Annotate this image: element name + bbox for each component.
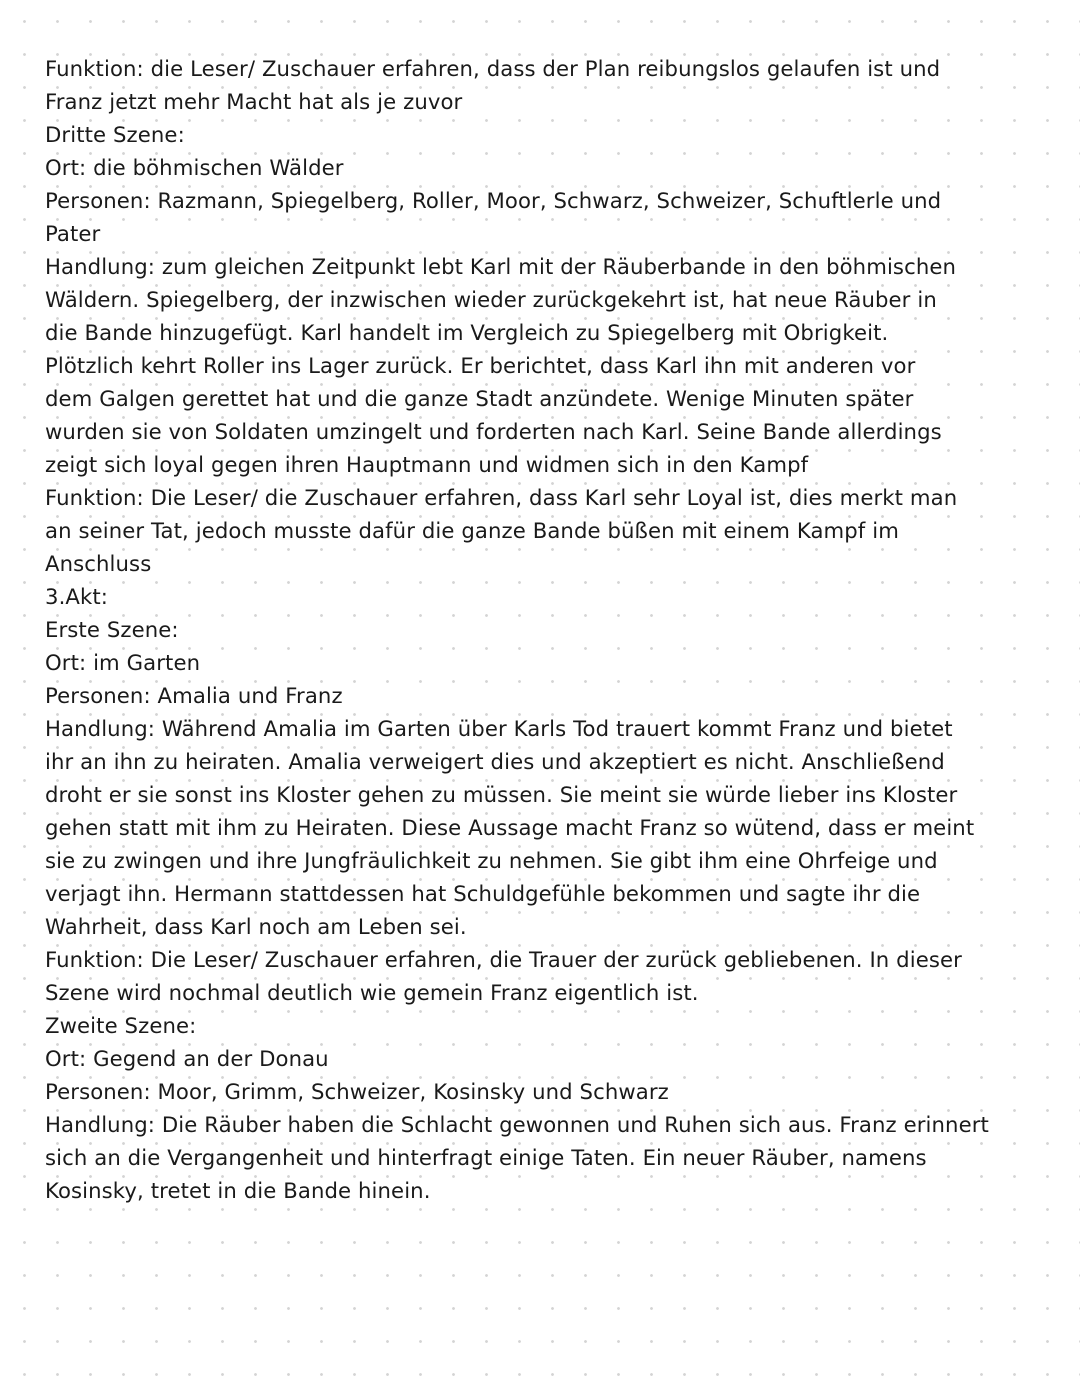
text-line: Personen: Amalia und Franz	[45, 683, 343, 708]
text-line: Ort: im Garten	[45, 650, 201, 675]
text-line: Erste Szene:	[45, 617, 179, 642]
text-line: ihr an ihn zu heiraten. Amalia verweigert dies und akzeptiert es nicht. Anschließend	[45, 749, 945, 774]
text-line: 3.Akt:	[45, 584, 109, 609]
text-line: Funktion: die Leser/ Zuschauer erfahren, dass der Plan reibungslos gelaufen ist und	[45, 56, 941, 81]
text-line: Personen: Moor, Grimm, Schweizer, Kosinsky und Schwarz	[45, 1079, 669, 1104]
text-line: Ort: Gegend an der Donau	[45, 1046, 329, 1071]
text-line: Zweite Szene:	[45, 1013, 197, 1038]
text-line: Handlung: Die Räuber haben die Schlacht gewonnen und Ruhen sich aus. Franz erinnert	[45, 1112, 989, 1137]
text-line: Anschluss	[45, 551, 152, 576]
text-line: Wahrheit, dass Karl noch am Leben sei.	[45, 914, 467, 939]
text-line: gehen statt mit ihm zu Heiraten. Diese Aussage macht Franz so wütend, dass er meint	[45, 815, 975, 840]
text-line: dem Galgen gerettet hat und die ganze Stadt anzündete. Wenige Minuten später	[45, 386, 914, 411]
text-line: Szene wird nochmal deutlich wie gemein Franz eigentlich ist.	[45, 980, 699, 1005]
text-line: verjagt ihn. Hermann stattdessen hat Schuldgefühle bekommen und sagte ihr die	[45, 881, 921, 906]
text-line: Pater	[45, 221, 101, 246]
text-line: Funktion: Die Leser/ Zuschauer erfahren, die Trauer der zurück gebliebenen. In dieser	[45, 947, 962, 972]
text-line: Wäldern. Spiegelberg, der inzwischen wieder zurückgekehrt ist, hat neue Räuber in	[45, 287, 937, 312]
text-line: Kosinsky, tretet in die Bande hinein.	[45, 1178, 431, 1203]
text-line: an seiner Tat, jedoch musste dafür die ganze Bande büßen mit einem Kampf im	[45, 518, 899, 543]
text-line: Funktion: Die Leser/ die Zuschauer erfahren, dass Karl sehr Loyal ist, dies merkt man	[45, 485, 958, 510]
text-line: Plötzlich kehrt Roller ins Lager zurück. Er berichtet, dass Karl ihn mit anderen vor	[45, 353, 916, 378]
text-line: Handlung: Während Amalia im Garten über Karls Tod trauert kommt Franz und bietet	[45, 716, 953, 741]
text-line: zeigt sich loyal gegen ihren Hauptmann und widmen sich in den Kampf	[45, 452, 809, 477]
document-page	[45, 52, 1055, 1207]
text-line: Handlung: zum gleichen Zeitpunkt lebt Karl mit der Räuberbande in den böhmischen	[45, 254, 957, 279]
text-line: Ort: die böhmischen Wälder	[45, 155, 344, 180]
text-line: Personen: Razmann, Spiegelberg, Roller, Moor, Schwarz, Schweizer, Schuftlerle und	[45, 188, 942, 213]
text-line: sie zu zwingen und ihre Jungfräulichkeit zu nehmen. Sie gibt ihm eine Ohrfeige und	[45, 848, 938, 873]
text-line: sich an die Vergangenheit und hinterfragt einige Taten. Ein neuer Räuber, namens	[45, 1145, 927, 1170]
text-line: Dritte Szene:	[45, 122, 185, 147]
text-line: droht er sie sonst ins Kloster gehen zu müssen. Sie meint sie würde lieber ins Kloster	[45, 782, 958, 807]
text-line: Franz jetzt mehr Macht hat als je zuvor	[45, 89, 463, 114]
text-line: wurden sie von Soldaten umzingelt und forderten nach Karl. Seine Bande allerdings	[45, 419, 942, 444]
text-line: die Bande hinzugefügt. Karl handelt im Vergleich zu Spiegelberg mit Obrigkeit.	[45, 320, 889, 345]
